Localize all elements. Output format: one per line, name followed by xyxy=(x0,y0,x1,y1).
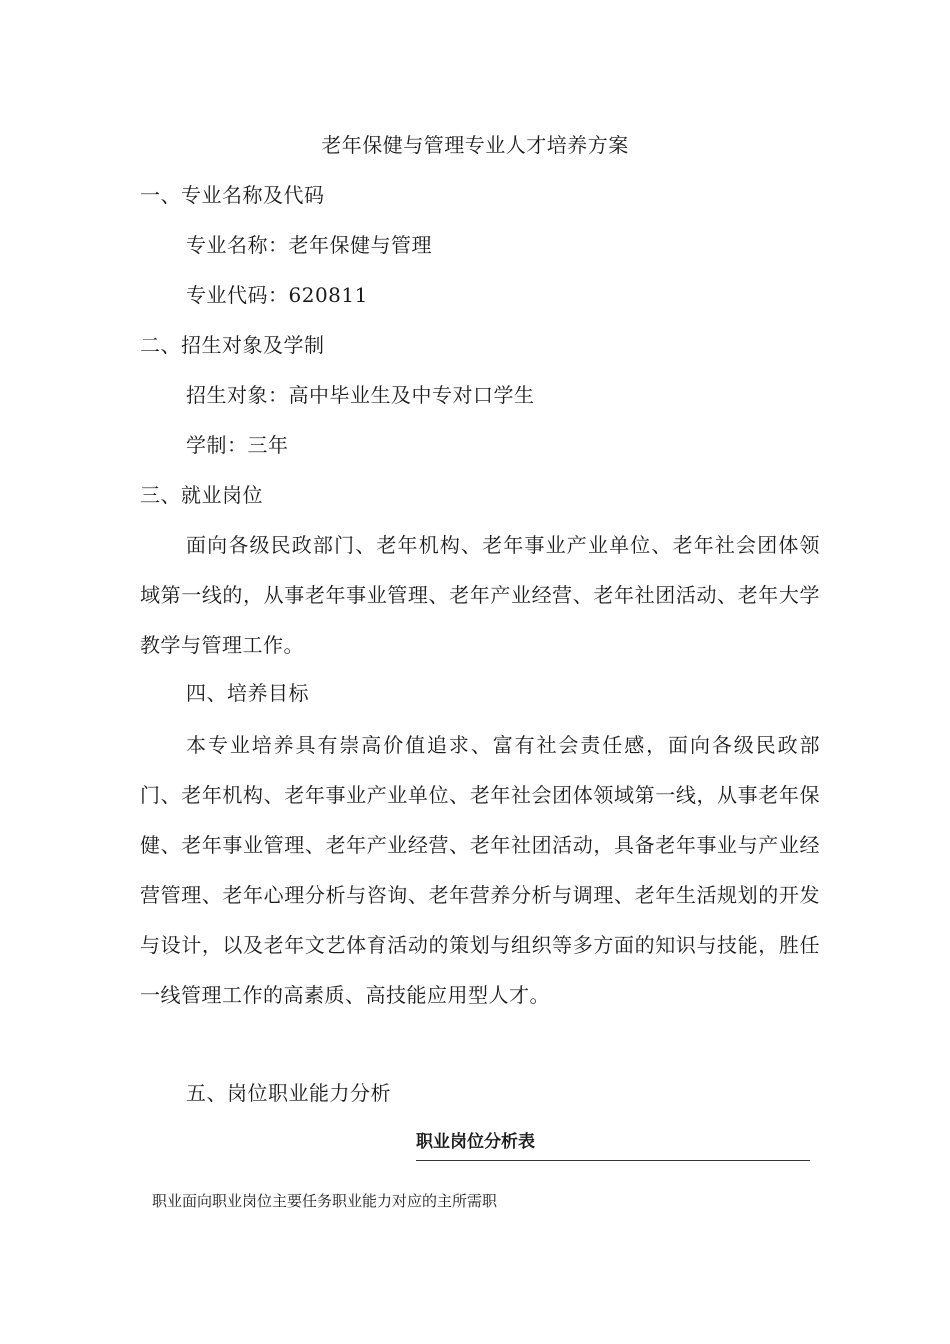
table-top-rule xyxy=(416,1160,810,1161)
enrollment-target-line: 招生对象：高中毕业生及中专对口学生 xyxy=(186,383,535,407)
table-caption: 职业岗位分析表 xyxy=(416,1132,535,1152)
study-duration-line: 学制：三年 xyxy=(186,433,289,457)
section-heading-competency: 五、岗位职业能力分析 xyxy=(186,1081,391,1105)
employment-paragraph: 面向各级民政部门、老年机构、老年事业产业单位、老年社会团体领域第一线的，从事老年事业管理、老年产业经营、老年社团活动、老年大学教学与管理工作。 xyxy=(140,533,820,657)
objectives-paragraph: 本专业培养具有崇高价值追求、富有社会责任感，面向各级民政部门、老年机构、老年事业产业单位、老年社会团体领域第一线，从事老年保健、老年事业管理、老年产业经营、老年社团活动，具备老年事业与产业经营管理、老年心理分析与咨询、老年营养分析与调理、老年生活规划的开发与设计，以及老年文艺体育活动的策划与组织等多方面的知识与技能，胜任一线管理工作的高素质、高技能应用型人才。 xyxy=(140,733,820,1007)
section-heading-enrollment: 二、招生对象及学制 xyxy=(140,333,325,357)
major-code-line: 专业代码：620811 xyxy=(186,283,368,307)
section-heading-name-code: 一、专业名称及代码 xyxy=(140,183,325,207)
section-heading-employment: 三、就业岗位 xyxy=(140,483,263,507)
section-heading-objectives: 四、培养目标 xyxy=(186,681,309,705)
table-header-row: 职业面向职业岗位主要任务职业能力对应的主所需职 xyxy=(152,1192,498,1210)
major-name-line: 专业名称：老年保健与管理 xyxy=(186,233,432,257)
document-title: 老年保健与管理专业人才培养方案 xyxy=(321,133,629,157)
